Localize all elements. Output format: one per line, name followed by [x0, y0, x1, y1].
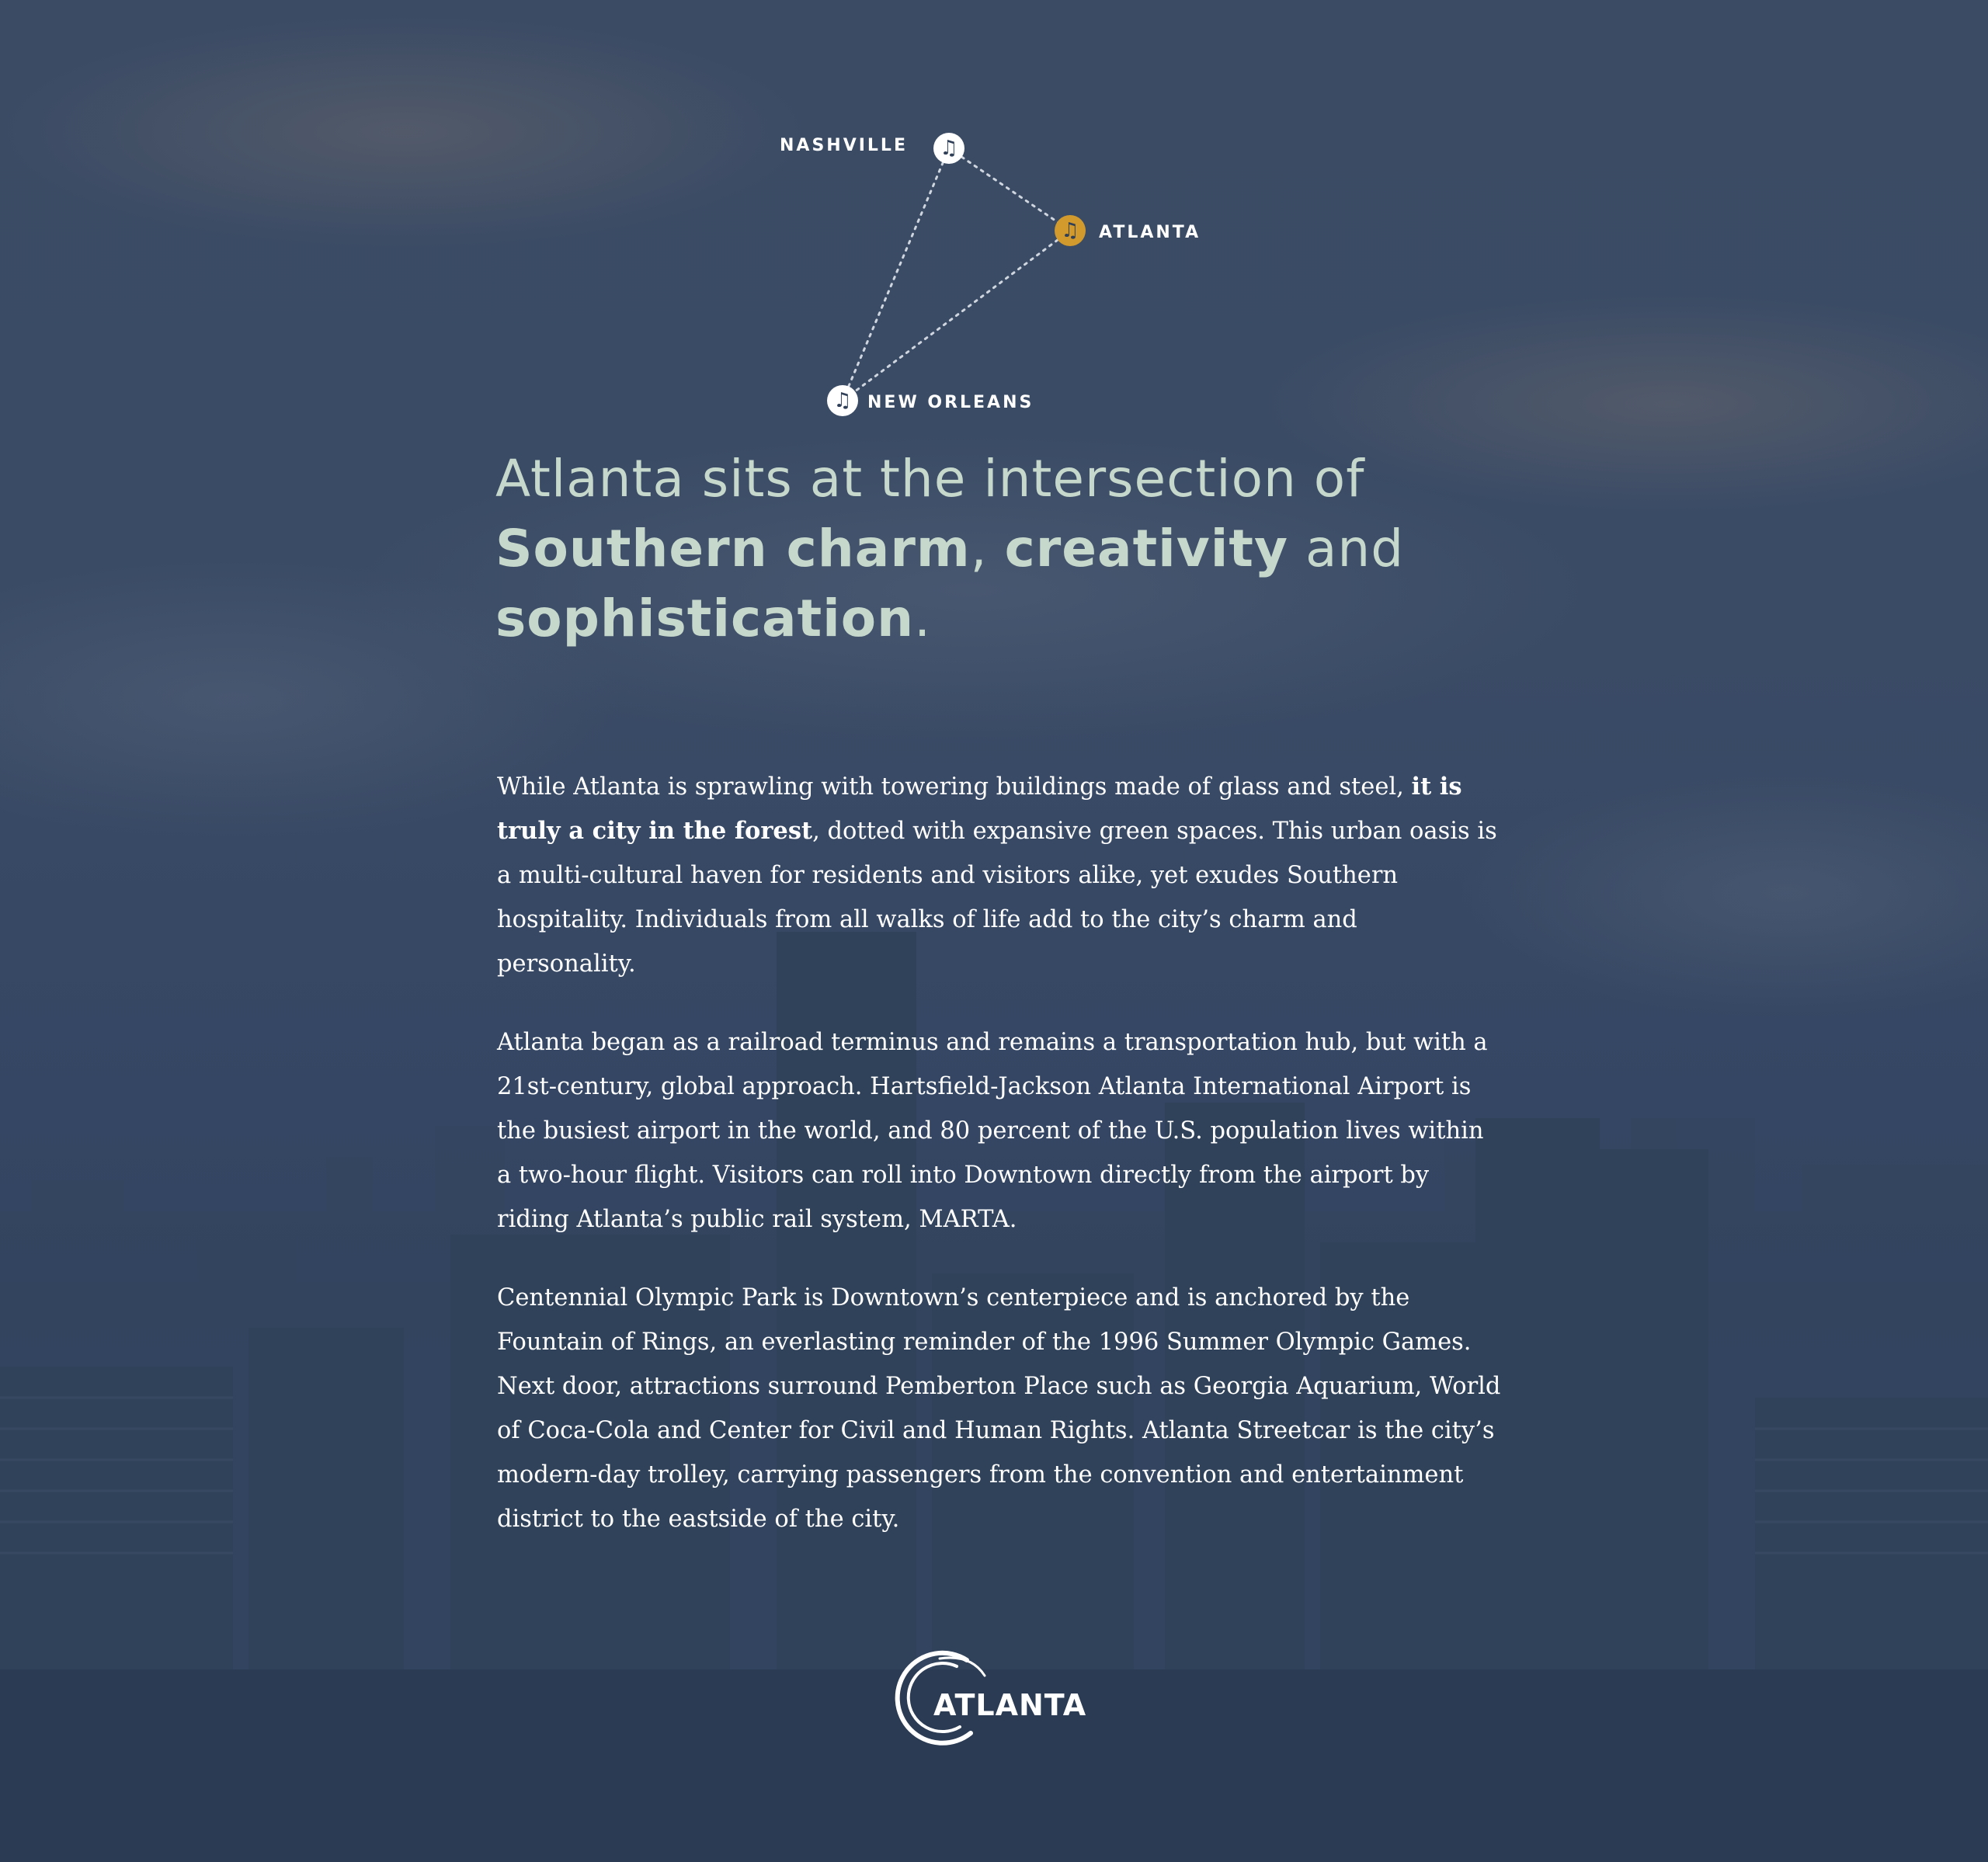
city-label-new-orleans: NEW ORLEANS	[867, 393, 1034, 412]
headline-text: and	[1288, 519, 1405, 578]
route-nashville-atlanta	[949, 148, 1070, 231]
city-label-atlanta: ATLANTA	[1099, 223, 1201, 242]
music-note-icon: ♫	[933, 133, 964, 164]
page-headline	[495, 444, 1427, 654]
headline-text: Atlanta sits at the intersection of	[495, 449, 1365, 509]
logo-wordmark: ATLANTA	[933, 1688, 1087, 1722]
paragraph-transportation: Atlanta began as a railroad terminus and remains a transportation hub, but with a 21st-century, global approach. Hartsfield-Jackson Atlanta International Airport is the busiest airport in the world, and 80 percent of the U.S. population lives within a two-hour flight. Visitors can roll into Downtown directly from the airport by riding Atlanta’s public rail system, MARTA.	[497, 1029, 1488, 1233]
headline-emphasis: creativity	[1004, 519, 1288, 578]
music-note-icon: ♫	[827, 385, 858, 416]
paragraph-forest	[497, 765, 1503, 986]
city-label-nashville: NASHVILLE	[780, 136, 908, 155]
music-note-icon: ♫	[1055, 215, 1086, 246]
headline-text: ,	[970, 519, 1005, 578]
paragraph-olympic-park: Centennial Olympic Park is Downtown’s centerpiece and is anchored by the Fountain of Rings, an everlasting reminder of the 1996 Summer Olympic Games. Next door, attractions surround Pemberton Place such as Georgia Aquarium, World of Coca-Cola and Center for Civil and Human Rights. Atlanta Streetcar is the city’s modern-day trolley, carrying passengers from the convention and entertainment district to the eastside of the city.	[497, 1284, 1501, 1533]
atlanta-logo	[893, 1646, 1095, 1747]
paragraph-text: , dotted with expansive green spaces. This urban oasis is a multi-cultural haven for residents and visitors alike, yet exudes Southern hospitality. Individuals from all walks of life add to the city’s charm and personality.	[497, 818, 1497, 978]
headline-emphasis: sophistication	[495, 589, 915, 648]
route-new-orleans-nashville	[843, 148, 949, 401]
route-atlanta-new-orleans	[843, 231, 1070, 401]
headline-emphasis: Southern charm	[495, 519, 971, 578]
paragraph-emphasis: it is truly a city in the forest	[497, 773, 1462, 845]
headline-text: .	[914, 589, 932, 648]
body-copy	[497, 765, 1503, 1575]
paragraph-text: While Atlanta is sprawling with towering buildings made of glass and steel,	[497, 773, 1412, 801]
